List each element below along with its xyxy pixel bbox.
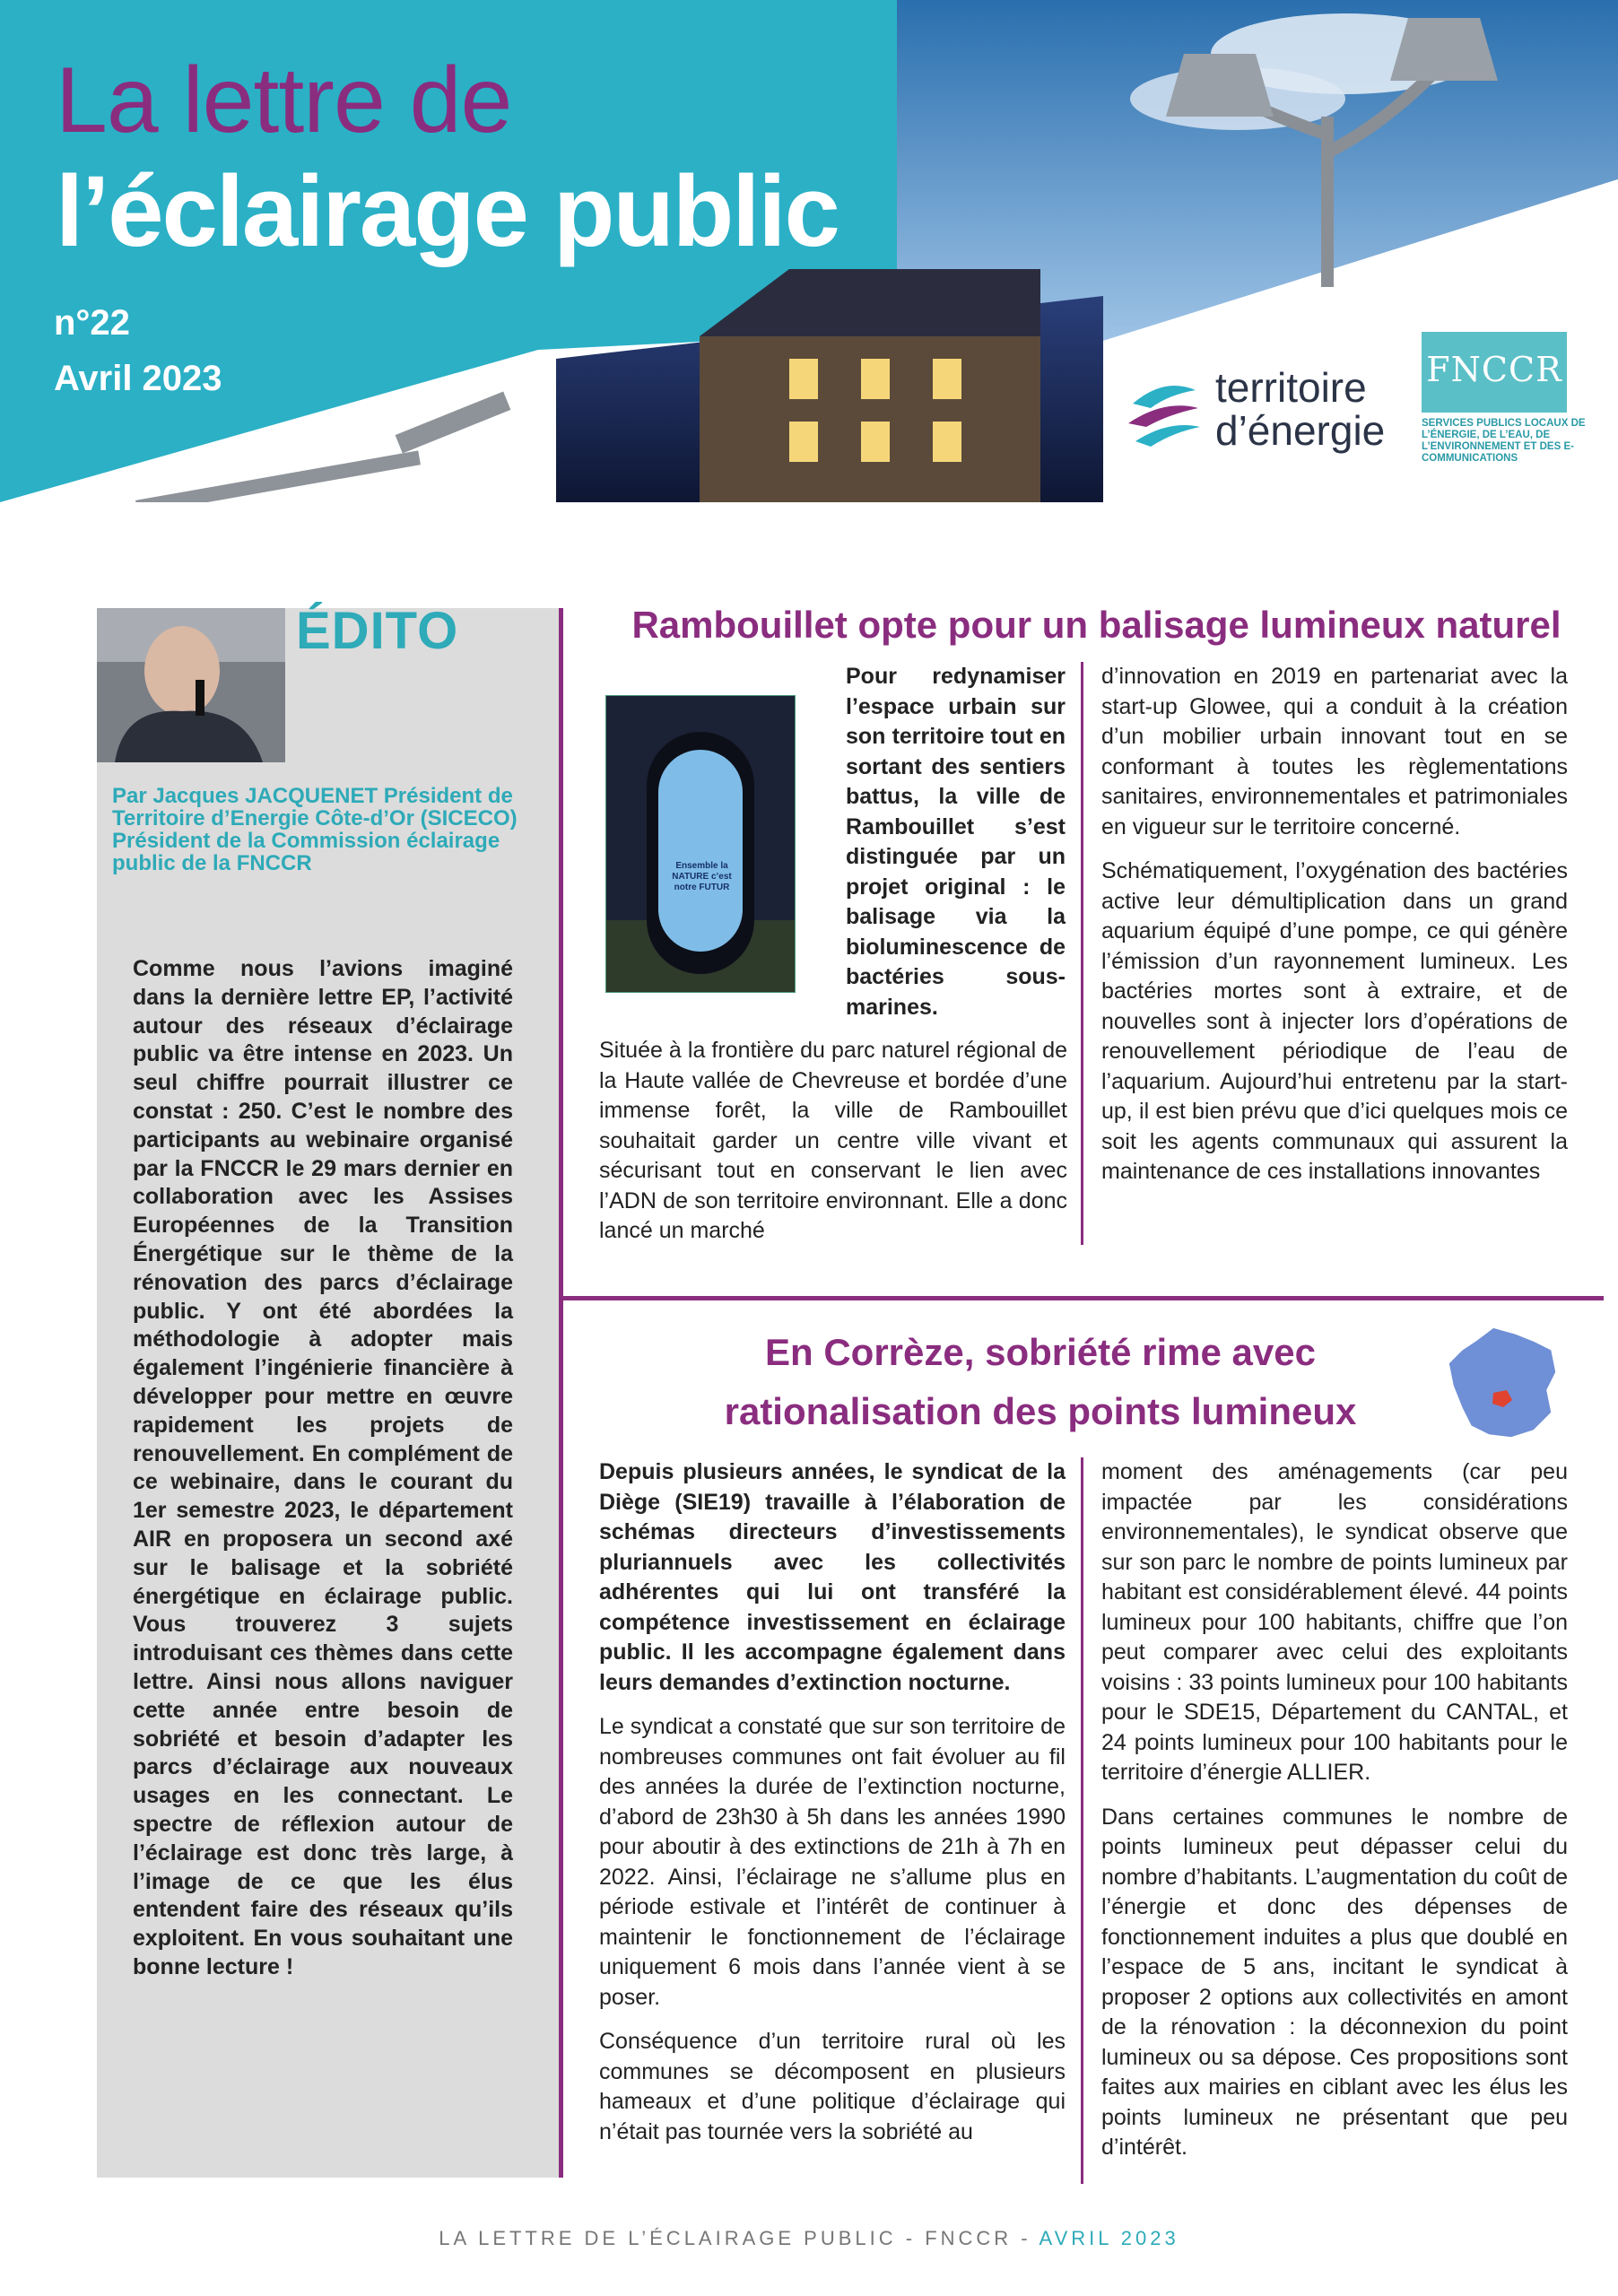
article2-title-line1: En Corrèze, sobriété rime avec bbox=[765, 1331, 1316, 1373]
fnccr-logo-subtitle: SERVICES PUBLICS LOCAUX DE L’ÉNERGIE, DE L’EAU, DE L’ENVIRONNEMENT ET DES E-COMMUNICATIONS bbox=[1422, 418, 1586, 464]
newsletter-title-line2: l’éclairage public bbox=[56, 155, 839, 267]
article2-paragraph-3: moment des aménagements (car peu impactée par les considérations environnementales), le syndicat observe que sur son parc le nombre de points lumineux par habitant est considérablement élevé. 44 points lumineux pour 100 habitants, chiffre que l’on peut comparer avec celui des exploitants voisins : 33 points lumineux pour 100 habitants pour le SDE15, Département du CANTAL, et 24 points lumineux pour 100 habitants pour le territoire d’énergie ALLIER. bbox=[1101, 1459, 1568, 1785]
article1-paragraph-1: Située à la frontière du parc naturel régional de la Haute vallée de Chevreuse et bordée d’une immense forêt, la ville de Rambouillet souhaitait garder un centre ville vivant et sécurisant tout en conservant le lien avec l’ADN de son territoire environnant. Elle a donc lancé un marché bbox=[599, 1038, 1067, 1243]
article2-column-divider bbox=[1081, 1457, 1083, 2184]
article2-paragraph-1: Le syndicat a constaté que sur son territoire de nombreuses communes ont fait évoluer au fil des années la durée de l’extinction nocturne, d’abord de 23h30 à 5h dans les années 1990 pour aboutir à des extinctions de 21h à 7h en 2022. Ainsi, l’éclairage ne s’allume plus en période estivale et l’intérêt de continuer à maintenir le fonctionnement de l’éclairage uniquement 6 mois dans l’année vient à se poser. bbox=[599, 1714, 1066, 2010]
article1-right-column bbox=[1101, 662, 1568, 1202]
article2-title-line2: rationalisation des points lumineux bbox=[724, 1390, 1357, 1432]
article2-paragraph-2: Conséquence d’un territoire rural où les communes se décomposent en plusieurs hameaux et d’une politique d’éclairage qui n’était pas tournée vers la sobriété au bbox=[599, 2029, 1066, 2144]
article2-lead: Depuis plusieurs années, le syndicat de la Diège (SIE19) travaille à l’élaboration de schémas directeurs d’investissements pluriannuels avec les collectivités adhérentes qui lui ont transféré la compétence investissement en éclairage public. Il les accompagne également dans leurs demandes d’extinction nocturne. bbox=[599, 1459, 1066, 1695]
newsletter-title-line1: La lettre de bbox=[56, 48, 512, 152]
article1-photo bbox=[605, 695, 796, 993]
edito-author-photo bbox=[97, 608, 285, 762]
footer-text: LA LETTRE DE L’ÉCLAIRAGE PUBLIC - FNCCR - bbox=[439, 2227, 1040, 2249]
page-footer bbox=[0, 2227, 1618, 2250]
edito-body: Comme nous l’avions imaginé dans la dernière lettre EP, l’activité autour des réseaux d’éclairage public va être intense en 2023. Un seul chiffre pourrait illustrer ce constat : 250. C’est le nombre des participants au webinaire organisé par la FNCCR le 29 mars dernier en collaboration avec les Assises Européennes de la Transition Énergétique sur le thème de la rénovation des parcs d’éclairage public. Y ont été abordées la méthodologie à adopter mais également l’ingénierie financière à développer pour mettre en œuvre rapidement les projets de renouvellement. En complément de ce webinaire, dans le courant du 1er semestre 2023, le département AIR en proposera un second axé sur le balisage et la sobriété énergétique en éclairage public. Vous trouverez 3 sujets introduisant ces thèmes dans cette lettre. Ainsi nous allons naviguer cette année entre besoin de sobriété et besoin d’adapter les parcs d’éclairage aux nouveaux usages en les connectant. Le spectre de réflexion autour de l’éclairage est donc très large, à l’image de ce que les élus entendent faire des réseaux qu’ils exploitent. En vous souhaitant une bonne lecture ! bbox=[133, 956, 513, 1979]
france-map-icon bbox=[1444, 1323, 1561, 1444]
article1-paragraph-3: Schématiquement, l’oxygénation des bactéries active leur démultiplication dans un grand aquarium équipé d’une pompe, ce qui génère l’émission d’un rayonnement lumineux. Les bactéries mortes sont à extraire, et de nouvelles sont à injecter lors d’opérations de renouvellement périodique de l’eau de l’aquarium. Aujourd’hui entretenu par la start-up, il est bien prévu que d’ici quelques mois ce soit les agents communaux qui assurent la maintenance de ces installations innovantes bbox=[1101, 858, 1568, 1184]
section-divider bbox=[563, 1296, 1604, 1300]
territoire-energie-logo-text bbox=[1215, 366, 1385, 452]
issue-number: n°22 bbox=[54, 303, 130, 343]
article2-title bbox=[628, 1323, 1453, 1441]
fnccr-logo: FNCCR bbox=[1422, 332, 1567, 413]
article2-paragraph-4: Dans certaines communes le nombre de points lumineux peut dépasser celui du nombre d’habitants. L’augmentation du coût de l’énergie et donc des dépenses de fonctionnement induites a plus que doublé en l’espace de 5 ans, incitant le syndicat à proposer 2 options aux collectivités en amont de la rénovation : la déconnexion du point lumineux ou sa dépose. Ces propositions sont faites aux mairies en ciblant avec les élus les points lumineux ne présentant que peu d’intérêt. bbox=[1101, 1804, 1568, 2160]
article1-intro: Pour redynamiser l’espace urbain sur son territoire tout en sortant des sentiers battus, la ville de Rambouillet s’est distinguée par un projet original : le balisage via la bioluminescence de bactéries sous-marines. bbox=[846, 664, 1066, 1020]
article1-photo-sign-text: Ensemble la NATURE c’est notre FUTUR bbox=[672, 861, 732, 892]
article1-column-divider bbox=[1081, 662, 1083, 1245]
article2-right-column bbox=[1101, 1457, 1568, 2178]
edito-title: ÉDITO bbox=[296, 602, 459, 660]
logo-line-energie: d’énergie bbox=[1215, 407, 1386, 454]
edito-border bbox=[559, 608, 563, 2178]
footer-date: AVRIL 2023 bbox=[1039, 2227, 1179, 2249]
article1-paragraph-2: d’innovation en 2019 en partenariat avec la start-up Glowee, qui a conduit à la création d’un mobilier urbain innovant tout en se conformant à toutes les règlementations sanitaires, environnementales et patrimoniales en vigueur sur le territoire concerné. bbox=[1101, 664, 1568, 839]
article1-title: Rambouillet opte pour un balisage lumineux naturel bbox=[631, 604, 1561, 646]
article2-left-column bbox=[599, 1457, 1066, 2161]
logo-line-territoire: territoire bbox=[1215, 364, 1367, 411]
issue-date: Avril 2023 bbox=[54, 359, 222, 398]
territoire-energie-logo-icon bbox=[1119, 368, 1209, 457]
edito-byline: Par Jacques JACQUENET Président de Territoire d’Energie Côte-d’Or (SICECO) Président de la Commission éclairage public de la FNCCR bbox=[112, 784, 518, 875]
